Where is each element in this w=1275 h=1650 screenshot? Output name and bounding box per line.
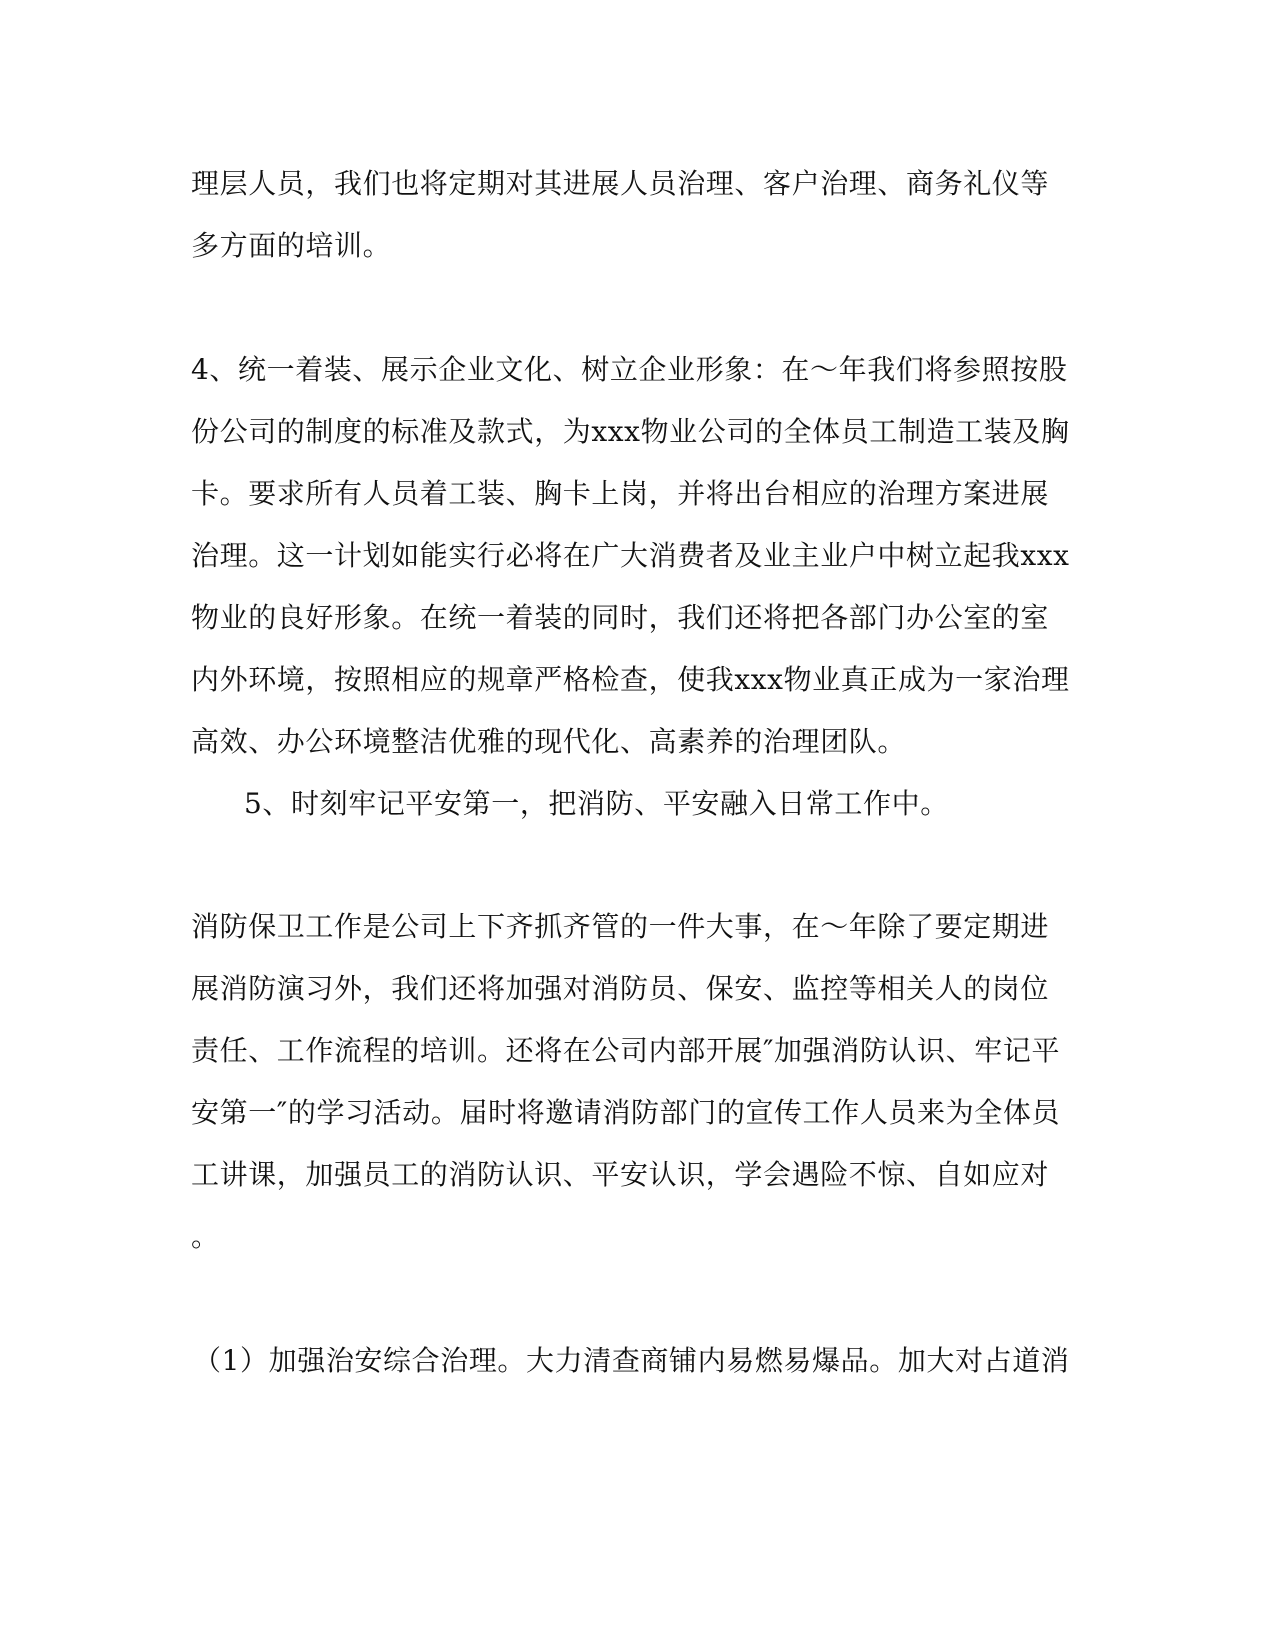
text-line: 展消防演习外，我们还将加强对消防员、保安、监控等相关人的岗位 bbox=[191, 972, 1050, 1005]
text-line: 4、统一着装、展示企业文化、树立企业形象：在～年我们将参照按股 bbox=[191, 353, 1068, 386]
section-heading: 5、时刻牢记平安第一，把消防、平安融入日常工作中。 bbox=[244, 787, 949, 820]
text-line: 安第一″的学习活动。届时将邀请消防部门的宣传工作人员来为全体员 bbox=[191, 1096, 1061, 1129]
text-line: 理层人员，我们也将定期对其进展人员治理、客户治理、商务礼仪等 bbox=[191, 167, 1050, 200]
text-line: 工讲课，加强员工的消防认识、平安认识，学会遇险不惊、自如应对 bbox=[191, 1158, 1050, 1191]
text-line: 消防保卫工作是公司上下齐抓齐管的一件大事，在～年除了要定期进 bbox=[191, 910, 1050, 943]
text-line: 卡。要求所有人员着工装、胸卡上岗，并将出台相应的治理方案进展 bbox=[191, 477, 1050, 510]
text-line: 责任、工作流程的培训。还将在公司内部开展″加强消防认识、牢记平 bbox=[191, 1034, 1061, 1067]
text-line: 。 bbox=[191, 1220, 220, 1253]
text-line: 份公司的制度的标准及款式，为xxx物业公司的全体员工制造工装及胸 bbox=[191, 415, 1070, 448]
text-line: 高效、办公环境整洁优雅的现代化、高素养的治理团队。 bbox=[191, 725, 907, 758]
text-line: 治理。这一计划如能实行必将在广大消费者及业主业户中树立起我xxx bbox=[191, 539, 1070, 572]
text-line: （1）加强治安综合治理。大力清查商铺内易燃易爆品。加大对占道消 bbox=[193, 1344, 1070, 1377]
text-line: 内外环境，按照相应的规章严格检查，使我xxx物业真正成为一家治理 bbox=[191, 663, 1070, 696]
text-line: 多方面的培训。 bbox=[191, 229, 392, 262]
text-line: 物业的良好形象。在统一着装的同时，我们还将把各部门办公室的室 bbox=[191, 601, 1050, 634]
